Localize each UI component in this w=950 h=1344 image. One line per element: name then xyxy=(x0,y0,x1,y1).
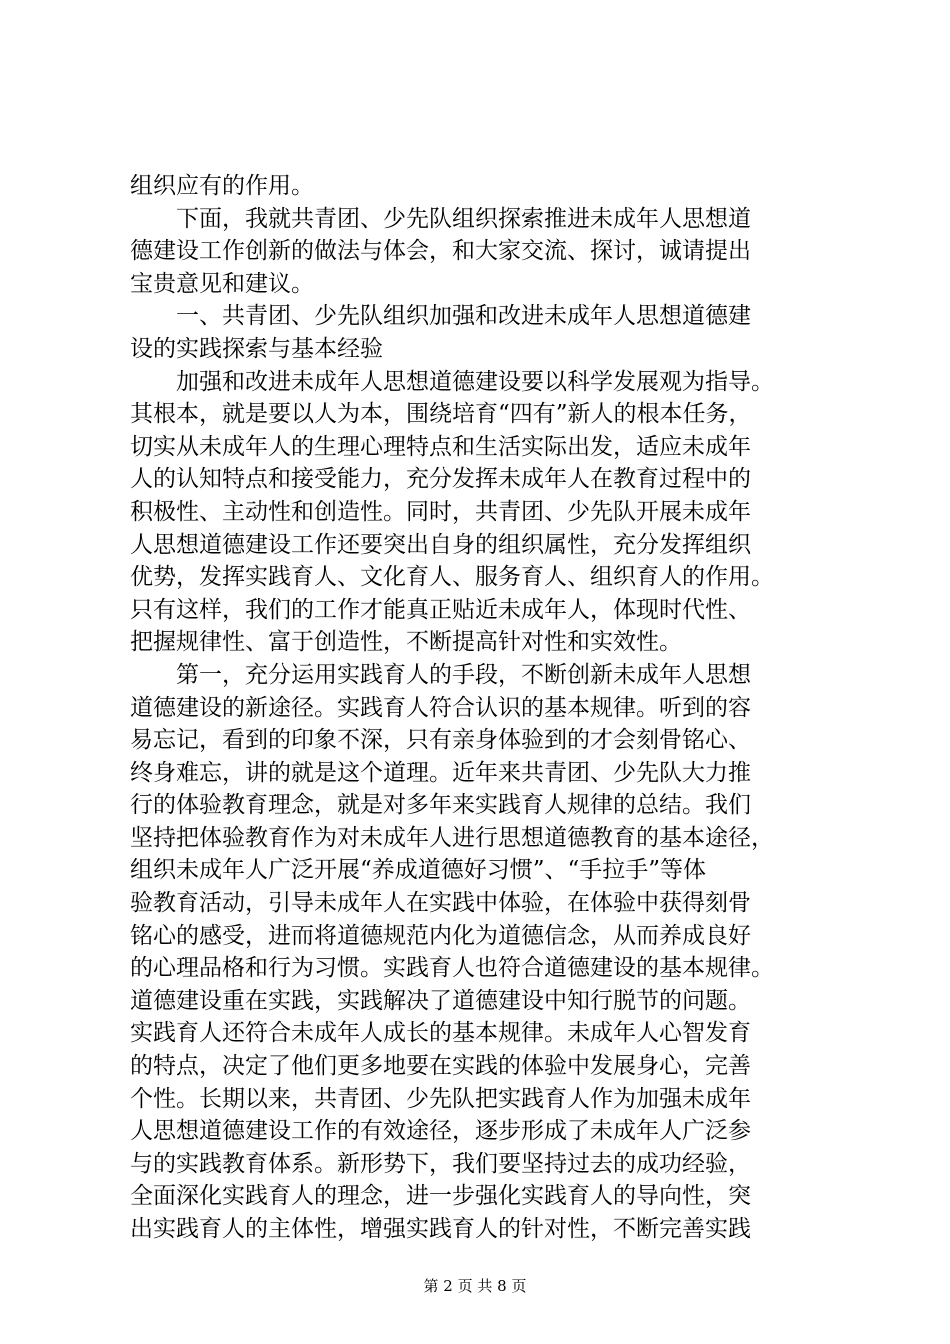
page-footer: 第 2 页 共 8 页 xyxy=(423,1277,527,1295)
text-line: 人思想道德建设工作还要突出自身的组织属性，充分发挥组织 xyxy=(130,531,751,558)
text-line: 切实从未成年人的生理心理特点和生活实际出发，适应未成年 xyxy=(130,433,751,460)
text-line: 下面，我就共青团、少先队组织探索推进未成年人思想道 xyxy=(130,205,751,232)
text-line: 的心理品格和行为习惯。实践育人也符合道德建设的基本规律。 xyxy=(130,955,774,982)
text-line: 个性。长期以来，共青团、少先队把实践育人作为加强未成年 xyxy=(130,1085,751,1112)
text-line: 其根本，就是要以人为本，围绕培育“四有”新人的根本任务， xyxy=(130,401,752,428)
text-line: 的特点，决定了他们更多地要在实践的体验中发展身心，完善 xyxy=(130,1053,751,1080)
text-line: 组织未成年人广泛开展“养成道德好习惯”、“手拉手”等体 xyxy=(130,857,707,884)
text-line: 验教育活动，引导未成年人在实践中体验，在体验中获得刻骨 xyxy=(130,890,751,917)
text-line: 只有这样，我们的工作才能真正贴近未成年人，体现时代性、 xyxy=(130,596,751,623)
text-line: 道德建设重在实践，实践解决了道德建设中知行脱节的问题。 xyxy=(130,987,751,1014)
text-line: 全面深化实践育人的理念，进一步强化实践育人的导向性，突 xyxy=(130,1183,751,1210)
text-line: 与的实践教育体系。新形势下，我们要坚持过去的成功经验， xyxy=(130,1150,751,1177)
text-line: 优势，发挥实践育人、文化育人、服务育人、组织育人的作用。 xyxy=(130,564,774,591)
text-line: 加强和改进未成年人思想道德建设要以科学发展观为指导。 xyxy=(130,368,774,395)
text-line: 行的体验教育理念，就是对多年来实践育人规律的总结。我们 xyxy=(130,792,751,819)
text-line: 人的认知特点和接受能力，充分发挥未成年人在教育过程中的 xyxy=(130,466,751,493)
document-body xyxy=(130,170,840,1246)
text-line: 第一，充分运用实践育人的手段，不断创新未成年人思想 xyxy=(130,661,751,688)
text-line: 出实践育人的主体性，增强实践育人的针对性，不断完善实践 xyxy=(130,1216,751,1242)
text-line: 道德建设的新途径。实践育人符合认识的基本规律。听到的容 xyxy=(130,694,751,721)
text-line: 铭心的感受，进而将道德规范内化为道德信念，从而养成良好 xyxy=(130,922,751,949)
text-line: 实践育人还符合未成年人成长的基本规律。未成年人心智发育 xyxy=(130,1020,751,1047)
text-line: 易忘记，看到的印象不深，只有亲身体验到的才会刻骨铭心、 xyxy=(130,727,751,754)
text-line: 积极性、主动性和创造性。同时，共青团、少先队开展未成年 xyxy=(130,498,751,525)
text-line: 把握规律性、富于创造性，不断提高针对性和实效性。 xyxy=(130,629,682,656)
text-line: 终身难忘，讲的就是这个道理。近年来共青团、少先队大力推 xyxy=(130,759,751,786)
text-line: 一、共青团、少先队组织加强和改进未成年人思想道德建 xyxy=(130,303,751,330)
text-line: 宝贵意见和建议。 xyxy=(130,270,314,297)
text-line: 德建设工作创新的做法与体会，和大家交流、探讨，诚请提出 xyxy=(130,238,751,265)
text-line: 坚持把体验教育作为对未成年人进行思想道德教育的基本途径， xyxy=(130,824,774,851)
text-line: 设的实践探索与基本经验 xyxy=(130,335,383,362)
text-line: 组织应有的作用。 xyxy=(130,173,314,199)
text-line: 人思想道德建设工作的有效途径，逐步形成了未成年人广泛参 xyxy=(130,1118,751,1145)
